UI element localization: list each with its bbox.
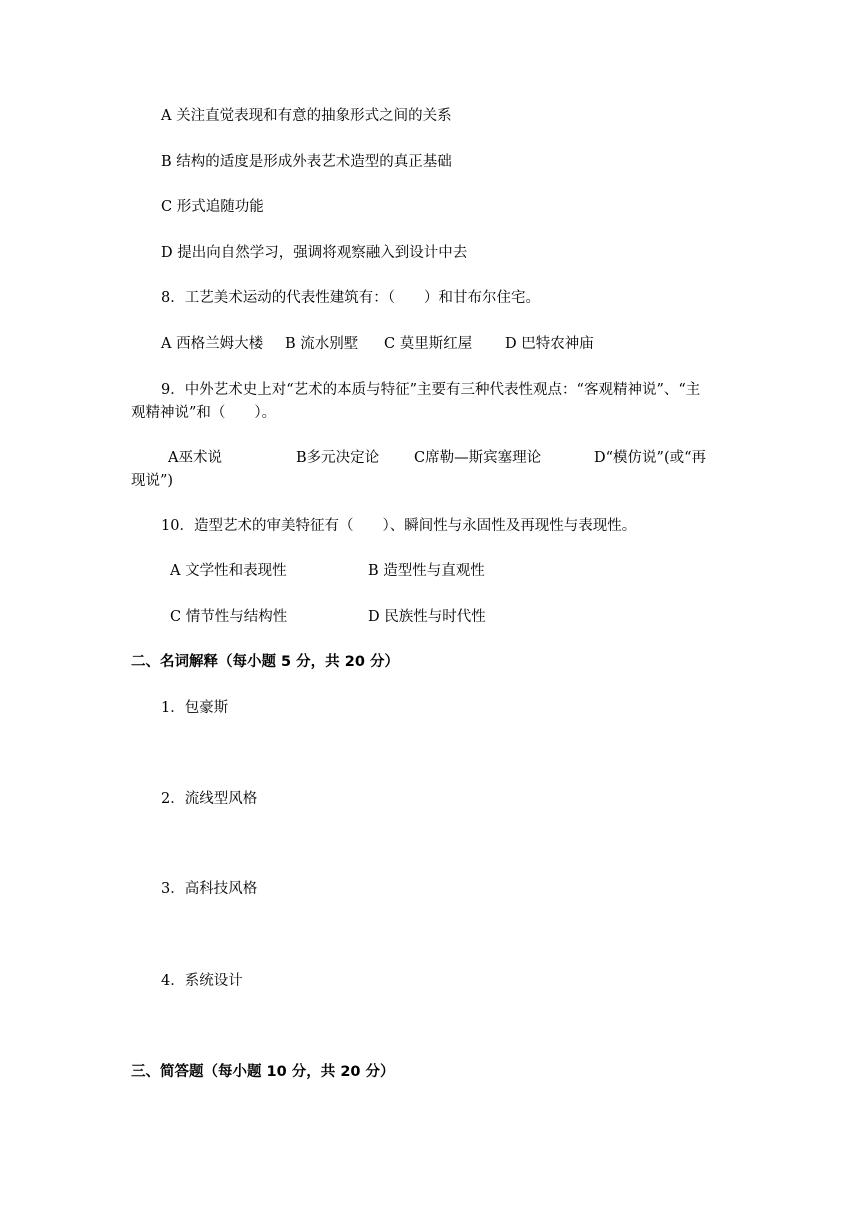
q9-option-b: B多元决定论 bbox=[296, 450, 380, 466]
q10-stem: 10．造型艺术的审美特征有（ ）、瞬间性与永固性及再现性与表现性。 bbox=[161, 518, 637, 534]
q9-option-a: A巫术说 bbox=[168, 450, 222, 466]
q7-option-c: C 形式追随功能 bbox=[161, 199, 264, 215]
q8-option-d: D 巴特农神庙 bbox=[505, 336, 594, 352]
q8-option-a: A 西格兰姆大楼 bbox=[161, 336, 264, 352]
q9-option-d-line1: D“模仿说”(或“再 bbox=[594, 450, 707, 466]
q7-option-a: A 关注直觉表现和有意的抽象形式之间的关系 bbox=[161, 108, 452, 124]
term-item: 1．包豪斯 bbox=[161, 700, 229, 716]
q9-stem-line2: 观精神说”和（ ）。 bbox=[131, 405, 277, 421]
q8-option-b: B 流水别墅 bbox=[285, 336, 359, 352]
q10-option-d: D 民族性与时代性 bbox=[368, 609, 486, 625]
q9-option-d-line2: 现说”) bbox=[131, 473, 174, 489]
q8-option-c: C 莫里斯红屋 bbox=[384, 336, 473, 352]
q9-stem-line1: 9．中外艺术史上对“艺术的本质与特征”主要有三种代表性观点：“客观精神说”、“主 bbox=[161, 382, 701, 398]
term-item: 4．系统设计 bbox=[161, 973, 243, 989]
q10-option-a: A 文学性和表现性 bbox=[170, 563, 287, 579]
q7-option-d: D 提出向自然学习，强调将观察融入到设计中去 bbox=[161, 245, 468, 261]
section2-heading: 二、名词解释（每小题 5 分，共 20 分） bbox=[131, 654, 399, 670]
q7-option-b: B 结构的适度是形成外表艺术造型的真正基础 bbox=[161, 154, 452, 170]
term-item: 3．高科技风格 bbox=[161, 881, 258, 897]
q10-option-b: B 造型性与直观性 bbox=[368, 563, 485, 579]
term-item: 2．流线型风格 bbox=[161, 791, 258, 807]
q8-stem: 8．工艺美术运动的代表性建筑有：（ ）和甘布尔住宅。 bbox=[161, 290, 540, 306]
section3-heading: 三、简答题（每小题 10 分，共 20 分） bbox=[131, 1064, 395, 1080]
q10-option-c: C 情节性与结构性 bbox=[170, 609, 288, 625]
q9-option-c: C席勒—斯宾塞理论 bbox=[414, 450, 542, 466]
